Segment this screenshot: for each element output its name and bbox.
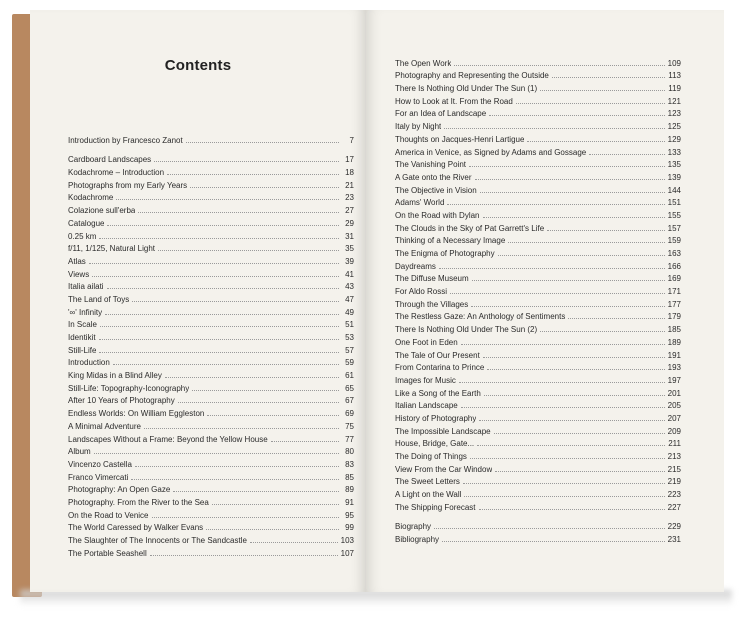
toc-entry-title: The Land of Toys [68, 294, 130, 304]
toc-leader-dots [158, 250, 339, 251]
toc-leader-dots [454, 65, 664, 66]
toc-entry-title: Colazione sull'erba [68, 206, 136, 216]
toc-leader-dots [99, 238, 339, 239]
toc-entry-page: 159 [667, 236, 681, 246]
toc-entry [395, 519, 681, 532]
left-page [30, 10, 366, 592]
toc-entry [395, 321, 681, 334]
toc-entry-page: 193 [667, 363, 681, 373]
toc-entry-title: On the Road with Dylan [395, 210, 480, 220]
toc-entry-page: 80 [345, 447, 354, 457]
toc-entry [68, 444, 354, 457]
toc-leader-dots [469, 166, 665, 167]
toc-entry [68, 545, 354, 558]
toc-entry-page: 179 [667, 312, 681, 322]
toc-entry [68, 304, 354, 317]
toc-entry-title: How to Look at It. From the Road [395, 96, 513, 106]
toc-entry-page: 59 [345, 358, 354, 368]
toc-entry-page: 129 [667, 134, 681, 144]
toc-leader-dots [547, 230, 664, 231]
toc-entry-page: 67 [345, 396, 354, 406]
toc-entry-page: 89 [345, 485, 354, 495]
toc-entry-page: 18 [345, 168, 354, 178]
toc-entry-title: There Is Nothing Old Under The Sun (1) [395, 84, 538, 94]
toc-leader-dots [154, 161, 339, 162]
toc-entry-page: 227 [667, 502, 681, 512]
toc-leader-dots [494, 433, 665, 434]
toc-entry-title: Daydreams [395, 261, 436, 271]
toc-entry-title: History of Photography [395, 413, 477, 423]
toc-entry-page: 211 [668, 439, 681, 449]
toc-entry-title: Catalogue [68, 218, 105, 228]
toc-entry-page: 219 [667, 477, 681, 487]
toc-leader-dots [94, 453, 339, 454]
toc-entry-title: Vincenzo Castella [68, 459, 132, 469]
toc-entry [395, 207, 681, 220]
toc-leader-dots [113, 364, 339, 365]
toc-entry-page: 39 [345, 256, 354, 266]
toc-entry-title: One Foot in Eden [395, 337, 458, 347]
toc-entry-title: For an Idea of Landscape [395, 109, 487, 119]
toc-leader-dots [540, 331, 664, 332]
toc-entry [395, 309, 681, 322]
toc-entry [68, 380, 354, 393]
toc-entry-page: 109 [667, 58, 681, 68]
toc-entry-page: 185 [667, 325, 681, 335]
toc-entry [68, 291, 354, 304]
toc-entry-title: The Restless Gaze: An Anthology of Sentiments [395, 312, 566, 322]
toc-entry [68, 507, 354, 520]
toc-entry-page: 191 [667, 350, 681, 360]
toc-leader-dots [470, 458, 665, 459]
toc-entry-page: 27 [345, 206, 354, 216]
toc-leader-dots [450, 293, 665, 294]
toc-entry-title: Kodachrome [68, 193, 114, 203]
toc-entry-title: The Enigma of Photography [395, 249, 495, 258]
toc-entry [395, 220, 681, 233]
toc-entry-title: Album [68, 447, 91, 457]
toc-entry-title: Photography and Representing the Outside [395, 71, 549, 81]
toc-entry-page: 91 [345, 497, 354, 507]
toc-entry-page: 75 [345, 421, 354, 431]
toc-entry-title: From Contarina to Prince [395, 363, 485, 373]
toc-entry-title: The Objective in Vision [395, 185, 477, 195]
toc-entry-page: 166 [667, 261, 681, 271]
toc-entry [395, 385, 681, 398]
toc-entry-title: The Portable Seashell [68, 548, 147, 558]
toc-entry [395, 423, 681, 436]
toc-entry-page: 177 [667, 299, 681, 309]
toc-entry [395, 55, 681, 68]
toc-entry-page: 144 [667, 185, 681, 195]
toc-entry-title: The Shipping Forecast [395, 502, 476, 512]
toc-entry [68, 329, 354, 342]
toc-entry-title: After 10 Years of Photography [68, 396, 175, 406]
toc-entry [395, 106, 681, 119]
toc-entry-page: 121 [667, 96, 681, 106]
toc-entry [68, 367, 354, 380]
toc-entry-title: Thinking of a Necessary Image [395, 236, 506, 246]
toc-entry-title: Biography [395, 522, 432, 532]
toc-entry-title: The Doing of Things [395, 452, 467, 461]
toc-leader-dots [138, 212, 339, 213]
toc-entry-page: 99 [345, 523, 354, 533]
toc-entry [395, 131, 681, 144]
toc-entry-page: 209 [667, 426, 681, 436]
toc-entry-page: 151 [667, 198, 681, 208]
toc-entry-page: 69 [345, 409, 354, 419]
toc-entry [395, 499, 681, 512]
toc-entry-page: 21 [345, 180, 354, 190]
toc-leader-dots [190, 187, 339, 188]
toc-entry-page: 113 [668, 71, 681, 81]
toc-entry [68, 190, 354, 203]
toc-entry-page: 157 [667, 223, 681, 233]
toc-entry-page: 231 [667, 535, 681, 545]
toc-entry [68, 342, 354, 355]
toc-entry-title: Still-Life [68, 345, 97, 355]
toc-leader-dots [135, 466, 339, 467]
toc-leader-dots [100, 326, 339, 327]
contents-heading: Contents [164, 57, 232, 74]
toc-entry [395, 474, 681, 487]
toc-leader-dots [442, 541, 665, 542]
toc-leader-dots [484, 395, 665, 396]
toc-entry [68, 355, 354, 368]
toc-entry [395, 80, 681, 93]
toc-entry-page: 49 [345, 307, 354, 317]
toc-entry [68, 418, 354, 431]
toc-entry-title: The World Caressed by Walker Evans [68, 523, 204, 533]
toc-leader-dots [461, 407, 665, 408]
toc-leader-dots [540, 90, 665, 91]
toc-leader-dots [479, 509, 665, 510]
toc-entry-title: Italy by Night [395, 122, 442, 132]
toc-entry [395, 93, 681, 106]
toc-entry-title: View From the Car Window [395, 464, 493, 474]
book-shadow [20, 590, 732, 606]
toc-entry [395, 283, 681, 296]
toc-entry [395, 398, 681, 411]
toc-entry [395, 68, 681, 81]
toc-entry-page: 35 [345, 244, 354, 254]
toc-entry-page: 61 [345, 371, 354, 381]
toc-leader-dots [250, 542, 338, 543]
toc-entry-title: Through the Villages [395, 299, 469, 309]
toc-entry-title: On the Road to Venice [68, 510, 149, 520]
toc-entry-title: The Sweet Letters [395, 477, 460, 487]
toc-entry [68, 279, 354, 292]
toc-leader-dots [107, 288, 339, 289]
toc-entry-page: 119 [668, 84, 681, 94]
right-contents-list [395, 55, 681, 544]
toc-entry [395, 372, 681, 385]
toc-entry-title: Like a Song of the Earth [395, 388, 481, 398]
toc-entry-page: 31 [345, 231, 354, 241]
toc-entry-title: The Open Work [395, 58, 452, 68]
toc-leader-dots [479, 420, 664, 421]
toc-entry-title: The Clouds in the Sky of Pat Garrett's Life [395, 223, 545, 233]
toc-leader-dots [99, 352, 339, 353]
toc-entry-title: Introduction by Francesco Zanot [68, 135, 183, 145]
toc-leader-dots [489, 115, 664, 116]
toc-entry [68, 532, 354, 545]
toc-entry-title: Cardboard Landscapes [68, 155, 152, 165]
toc-entry-title: Photographs from my Early Years [68, 180, 188, 190]
toc-leader-dots [483, 217, 665, 218]
toc-entry-title: Franco Vimercati [68, 472, 129, 482]
toc-entry [395, 436, 681, 449]
toc-leader-dots [516, 103, 665, 104]
toc-leader-dots [167, 174, 339, 175]
toc-entry-page: 213 [667, 452, 681, 461]
toc-entry-title: Images for Music [395, 375, 456, 385]
toc-leader-dots [92, 276, 339, 277]
toc-entry-title: For Aldo Rossi [395, 287, 448, 297]
toc-entry-page: 171 [667, 287, 681, 297]
toc-entry-page: 207 [667, 413, 681, 423]
toc-entry-title: Photography: An Open Gaze [68, 485, 171, 495]
toc-leader-dots [192, 390, 339, 391]
toc-entry-title: Photography. From the River to the Sea [68, 497, 209, 507]
toc-leader-dots [89, 263, 339, 264]
toc-entry-title: Kodachrome – Introduction [68, 168, 165, 178]
toc-leader-dots [434, 528, 665, 529]
toc-entry [68, 152, 354, 165]
toc-leader-dots [508, 242, 664, 243]
toc-leader-dots [178, 402, 339, 403]
toc-leader-dots [212, 504, 339, 505]
toc-entry-title: The Vanishing Point [395, 160, 467, 170]
toc-entry-page: 41 [345, 269, 354, 279]
toc-leader-dots [472, 280, 665, 281]
toc-entry [395, 233, 681, 246]
toc-leader-dots [165, 377, 339, 378]
toc-entry-title: f/11, 1/125, Natural Light [68, 244, 156, 254]
toc-leader-dots [131, 479, 339, 480]
toc-entry [68, 456, 354, 469]
toc-entry-title: The Slaughter of The Innocents or The Sandcastle [68, 536, 247, 545]
toc-entry [395, 144, 681, 157]
toc-entry-page: 17 [345, 155, 354, 165]
toc-entry-page: 223 [667, 490, 681, 500]
toc-entry [395, 245, 681, 258]
toc-leader-dots [207, 415, 339, 416]
toc-entry-page: 7 [349, 135, 354, 145]
toc-entry [395, 448, 681, 461]
toc-entry-page: 23 [345, 193, 354, 203]
toc-entry-page: 229 [667, 522, 681, 532]
toc-entry-title: Atlas [68, 256, 86, 266]
toc-entry-title: Endless Worlds: On William Eggleston [68, 409, 205, 419]
toc-entry [68, 431, 354, 444]
toc-entry [395, 531, 681, 544]
toc-entry-title: Landscapes Without a Frame: Beyond the Yellow House [68, 434, 268, 444]
toc-leader-dots [498, 255, 665, 256]
toc-entry [68, 469, 354, 482]
toc-leader-dots [144, 428, 339, 429]
toc-entry [395, 410, 681, 423]
toc-entry-page: 65 [345, 383, 354, 393]
toc-leader-dots [459, 382, 665, 383]
toc-entry-page: 163 [667, 249, 681, 258]
toc-entry-title: Italian Landscape [395, 401, 458, 411]
toc-entry-title: '∞' Infinity [68, 307, 103, 317]
toc-entry-title: In Scale [68, 320, 97, 330]
toc-entry [395, 157, 681, 170]
toc-entry-title: 0.25 km [68, 231, 97, 241]
toc-leader-dots [107, 225, 339, 226]
toc-entry-title: Adams' World [395, 198, 445, 208]
toc-leader-dots [152, 517, 340, 518]
toc-leader-dots [463, 483, 665, 484]
toc-entry [395, 195, 681, 208]
toc-entry-page: 77 [345, 434, 354, 444]
toc-leader-dots [480, 192, 665, 193]
toc-entry-title: Identikit [68, 333, 96, 342]
toc-entry-title: Introduction [68, 358, 110, 368]
toc-entry-page: 189 [667, 337, 681, 347]
toc-entry-title: A Minimal Adventure [68, 421, 141, 431]
toc-entry [395, 334, 681, 347]
toc-leader-dots [447, 204, 664, 205]
toc-entry-title: A Gate onto the River [395, 172, 472, 182]
toc-leader-dots [116, 199, 339, 200]
toc-leader-dots [271, 441, 339, 442]
toc-entry [68, 253, 354, 266]
toc-leader-dots [150, 555, 338, 556]
toc-entry-page: 107 [340, 548, 354, 558]
toc-leader-dots [568, 318, 664, 319]
toc-entry-title: Thoughts on Jacques-Henri Lartigue [395, 134, 525, 144]
toc-entry [68, 228, 354, 241]
toc-entry [68, 405, 354, 418]
toc-entry-page: 197 [667, 375, 681, 385]
toc-entry-title: Bibliography [395, 535, 440, 545]
toc-entry [68, 520, 354, 533]
toc-entry [68, 177, 354, 190]
toc-entry [68, 494, 354, 507]
toc-entry [68, 132, 354, 145]
toc-entry-title: America in Venice, as Signed by Adams and Gossage [395, 147, 587, 157]
toc-entry-title: The Impossible Landscape [395, 426, 491, 436]
toc-leader-dots [206, 529, 339, 530]
toc-leader-dots [527, 141, 664, 142]
toc-entry-page: 43 [345, 282, 354, 292]
right-page [366, 10, 724, 592]
toc-entry-page: 155 [667, 210, 681, 220]
toc-entry [395, 271, 681, 284]
toc-entry [68, 266, 354, 279]
toc-entry-page: 139 [667, 172, 681, 182]
toc-entry [68, 164, 354, 177]
toc-entry [395, 360, 681, 373]
toc-entry [395, 182, 681, 195]
toc-entry [395, 347, 681, 360]
toc-leader-dots [444, 128, 664, 129]
toc-entry-page: 53 [345, 333, 354, 342]
toc-entry-title: The Tale of Our Present [395, 350, 480, 360]
toc-entry-title: Italia ailati [68, 282, 104, 292]
toc-entry [395, 461, 681, 474]
toc-entry [68, 482, 354, 495]
toc-entry-page: 123 [667, 109, 681, 119]
toc-entry [395, 118, 681, 131]
toc-entry-title: A Light on the Wall [395, 490, 462, 500]
toc-entry-title: The Diffuse Museum [395, 274, 469, 284]
toc-entry [68, 393, 354, 406]
toc-entry [395, 296, 681, 309]
toc-leader-dots [461, 344, 665, 345]
toc-entry-title: King Midas in a Blind Alley [68, 371, 162, 381]
toc-entry [68, 241, 354, 254]
toc-entry-page: 29 [345, 218, 354, 228]
toc-entry-page: 133 [667, 147, 681, 157]
toc-entry [68, 317, 354, 330]
toc-entry-page: 51 [345, 320, 354, 330]
toc-entry [68, 215, 354, 228]
toc-leader-dots [464, 496, 664, 497]
toc-entry-page: 85 [345, 472, 354, 482]
toc-entry [395, 486, 681, 499]
toc-entry-page: 57 [345, 345, 354, 355]
toc-entry-page: 83 [345, 459, 354, 469]
toc-leader-dots [186, 142, 339, 143]
toc-leader-dots [471, 306, 664, 307]
toc-leader-dots [483, 357, 665, 358]
toc-leader-dots [589, 154, 664, 155]
toc-leader-dots [132, 301, 339, 302]
toc-entry-page: 47 [345, 294, 354, 304]
toc-entry-title: Still-Life: Topography-Iconography [68, 383, 190, 393]
toc-leader-dots [487, 369, 664, 370]
toc-entry-page: 135 [667, 160, 681, 170]
toc-entry-page: 205 [667, 401, 681, 411]
toc-entry-page: 125 [667, 122, 681, 132]
toc-entry [395, 258, 681, 271]
toc-leader-dots [173, 491, 339, 492]
toc-entry-page: 95 [345, 510, 354, 520]
toc-entry [68, 202, 354, 215]
toc-leader-dots [495, 471, 664, 472]
toc-leader-dots [475, 179, 665, 180]
toc-leader-dots [552, 77, 665, 78]
toc-entry-page: 169 [667, 274, 681, 284]
toc-leader-dots [99, 339, 339, 340]
toc-entry-page: 215 [667, 464, 681, 474]
toc-leader-dots [477, 445, 665, 446]
toc-leader-dots [105, 314, 339, 315]
toc-entry-title: There Is Nothing Old Under The Sun (2) [395, 325, 538, 335]
toc-entry [395, 169, 681, 182]
left-contents-list [68, 132, 354, 558]
toc-entry-page: 201 [667, 388, 681, 398]
toc-entry-page: 103 [340, 536, 354, 545]
toc-entry-title: House, Bridge, Gate... [395, 439, 475, 449]
toc-entry-title: Views [68, 269, 90, 279]
toc-leader-dots [439, 268, 665, 269]
